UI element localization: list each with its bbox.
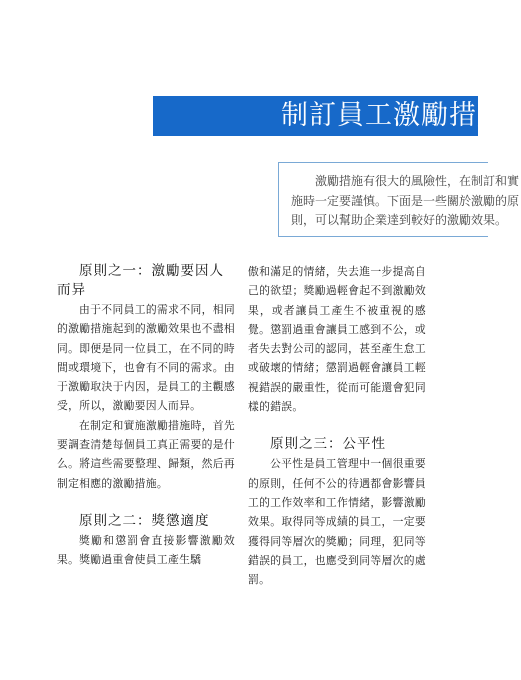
section-heading-1: 原則之一：激勵要因人而异	[57, 263, 224, 298]
section-1-paragraph-2: 在制定和實施激勵措施時，首先要調查清楚每個員工真正需要的是什么。將這些需要整理、歸類，然后再制定相應的激勵措施。	[57, 418, 235, 490]
section-1-paragraph-1: 由于不同員工的需求不同，相同的激勵措施起到的激勵效果也不盡相同。即便是同一位員工，在不同的時間或環境下，也會有不同的需求。由于激勵取決于内因，是員工的主觀感受，所以，激勵要因人而异。	[57, 303, 235, 413]
section-heading-2: 原則之二：獎懲適度	[79, 512, 210, 529]
page-title: 制訂員工激勵措施	[281, 100, 505, 131]
left-column	[57, 262, 235, 570]
intro-box	[278, 162, 520, 237]
title-bar	[153, 96, 505, 136]
intro-text: 激勵措施有很大的風險性，在制訂和實施時一定要謹慎。下面是一些關於激勵的原則，可以幫助企業達到較好的激勵效果。	[291, 174, 520, 227]
section-heading-3: 原則之三：公平性	[270, 436, 386, 453]
right-column	[248, 262, 426, 589]
section-2-continuation: 傲和滿足的情緒，失去進一步提高自己的欲望；獎勵過輕會起不到激勵效果，或者讓員工產生不被重視的感覺。懲罰過重會讓員工感到不公，或者失去對公司的認同，甚至產生怠工或破壞的情緒；懲罰過輕會讓員工輕視錯誤的嚴重性，從而可能還會犯同樣的錯誤。	[248, 265, 426, 414]
section-2-paragraph-1: 獎勵和懲罰會直接影響激勵效果。獎勵過重會使員工產生驕	[57, 533, 235, 567]
section-3-paragraph-1: 公平性是員工管理中一個很重要的原則，任何不公的待遇都會影響員工的工作效率和工作情緒，影響激勵效果。取得同等成績的員工，一定要獲得同等層次的獎勵；同理，犯同等錯誤的員工，也應受到同等層次的處罰。	[248, 457, 426, 587]
